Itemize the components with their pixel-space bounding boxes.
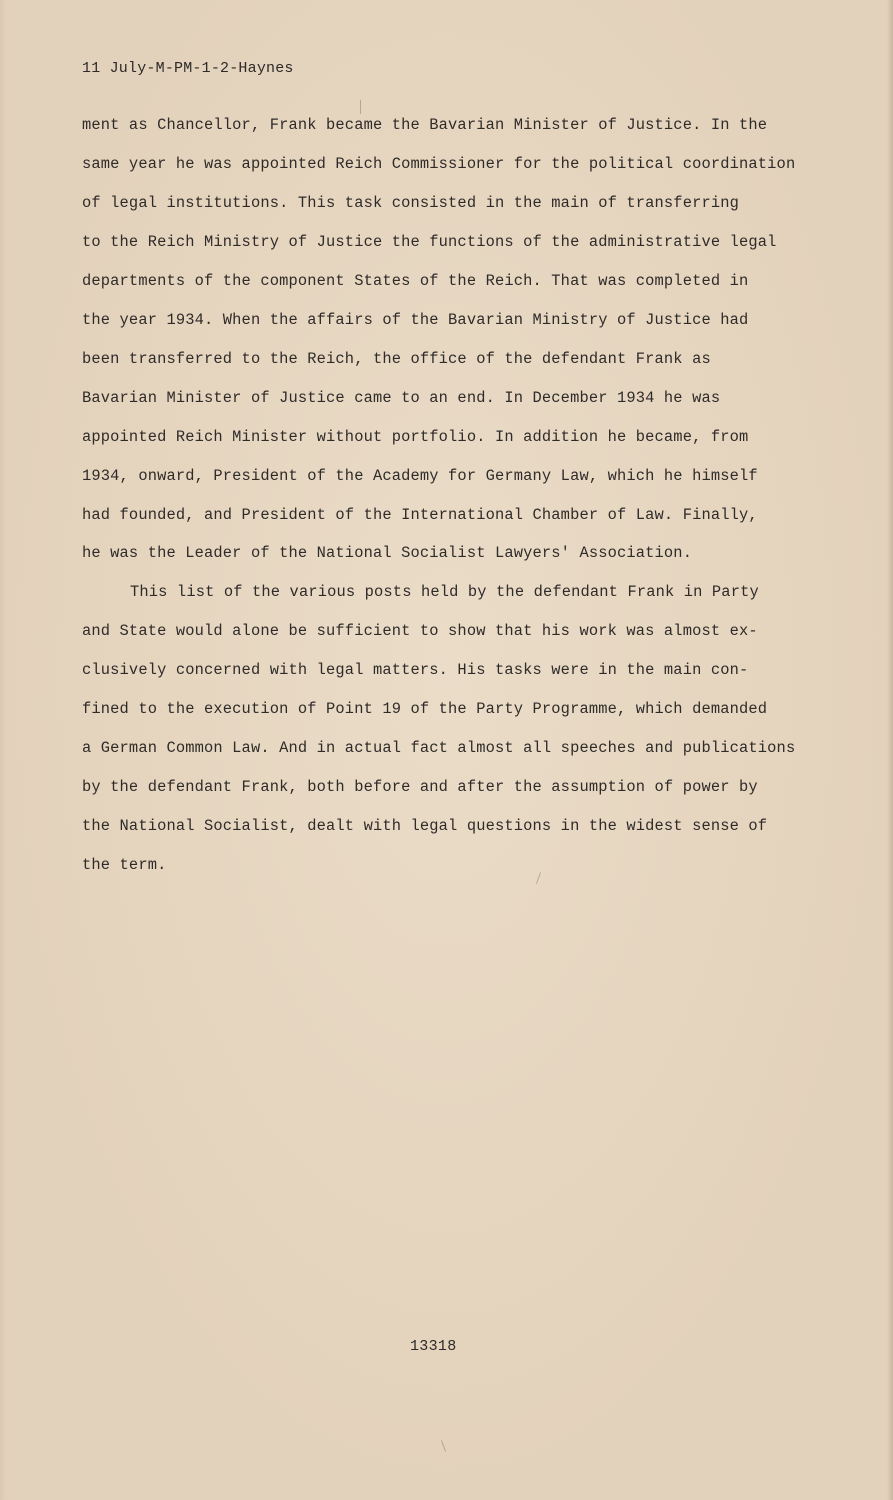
page-edge-shadow — [887, 0, 893, 1500]
text-line-10: 1934, onward, President of the Academy for Germany Law, which he himself — [82, 467, 758, 485]
paper-mark — [536, 872, 541, 884]
text-line-17: a German Common Law. And in actual fact almost all speeches and publications — [82, 739, 796, 757]
text-line-15: clusively concerned with legal matters. His tasks were in the main con- — [82, 661, 749, 679]
text-line-6: the year 1934. When the affairs of the Bavarian Ministry of Justice had — [82, 311, 749, 329]
text-line-9: appointed Reich Minister without portfolio. In addition he became, from — [82, 428, 749, 446]
paper-mark — [360, 100, 361, 114]
text-line-8: Bavarian Minister of Justice came to an end. In December 1934 he was — [82, 389, 721, 407]
text-line-19: the National Socialist, dealt with legal questions in the widest sense of — [82, 817, 768, 835]
text-line-2: same year he was appointed Reich Commissioner for the political coordination — [82, 155, 796, 173]
text-line-13: This list of the various posts held by the defendant Frank in Party — [130, 583, 759, 601]
text-line-18: by the defendant Frank, both before and after the assumption of power by — [82, 778, 758, 796]
text-line-11: had founded, and President of the International Chamber of Law. Finally, — [82, 506, 758, 524]
text-line-5: departments of the component States of the Reich. That was completed in — [82, 272, 749, 290]
text-line-12: he was the Leader of the National Socialist Lawyers' Association. — [82, 544, 693, 562]
page-number: 13318 — [410, 1338, 457, 1355]
text-line-7: been transferred to the Reich, the office of the defendant Frank as — [82, 350, 711, 368]
text-line-20: the term. — [82, 856, 167, 874]
text-line-3: of legal institutions. This task consisted in the main of transferring — [82, 194, 740, 212]
text-line-16: fined to the execution of Point 19 of the Party Programme, which demanded — [82, 700, 768, 718]
text-line-14: and State would alone be sufficient to show that his work was almost ex- — [82, 622, 758, 640]
paper-mark — [441, 1440, 446, 1452]
text-line-1: ment as Chancellor, Frank became the Bavarian Minister of Justice. In the — [82, 116, 768, 134]
document-reference-header: 11 July-M-PM-1-2-Haynes — [82, 60, 294, 77]
text-line-4: to the Reich Ministry of Justice the functions of the administrative legal — [82, 233, 777, 251]
